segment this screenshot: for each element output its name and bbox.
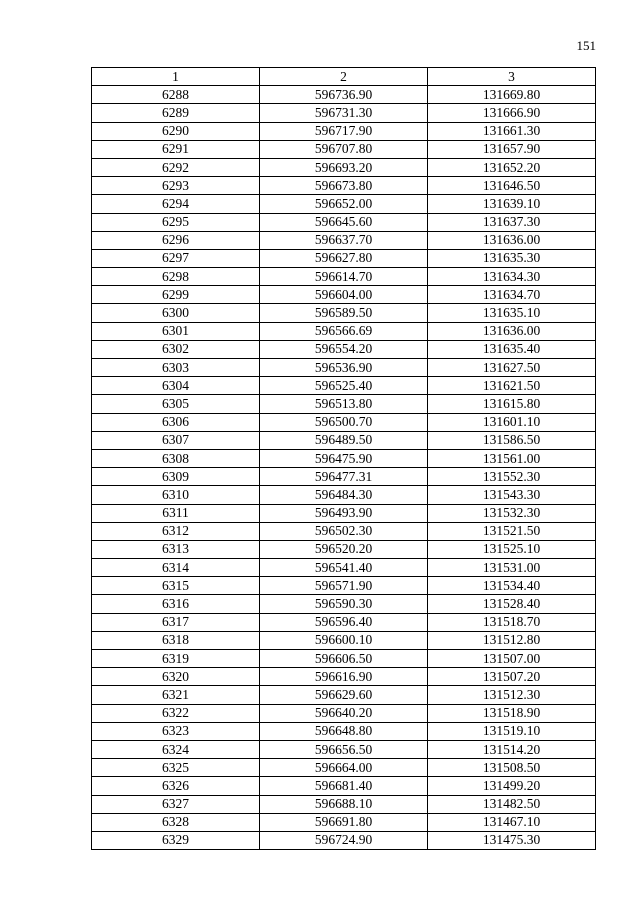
coordinate-y-cell: 131636.00 <box>428 231 596 249</box>
table-row <box>92 595 596 613</box>
coordinate-y-cell: 131534.40 <box>428 577 596 595</box>
coordinate-y-cell: 131627.50 <box>428 359 596 377</box>
point-number-cell: 6329 <box>92 831 260 849</box>
point-number-cell: 6290 <box>92 122 260 140</box>
table-row <box>92 395 596 413</box>
coordinate-y-cell: 131543.30 <box>428 486 596 504</box>
table-row <box>92 449 596 467</box>
table-row <box>92 522 596 540</box>
table-row <box>92 813 596 831</box>
coordinate-y-cell: 131666.90 <box>428 104 596 122</box>
coordinate-x-cell: 596652.00 <box>260 195 428 213</box>
point-number-cell: 6317 <box>92 613 260 631</box>
coordinate-x-cell: 596688.10 <box>260 795 428 813</box>
point-number-cell: 6318 <box>92 631 260 649</box>
coordinate-y-cell: 131507.20 <box>428 668 596 686</box>
table-row <box>92 213 596 231</box>
table-row <box>92 650 596 668</box>
coordinate-x-cell: 596590.30 <box>260 595 428 613</box>
coordinate-y-cell: 131635.10 <box>428 304 596 322</box>
point-number-cell: 6327 <box>92 795 260 813</box>
table-row <box>92 722 596 740</box>
table-row <box>92 340 596 358</box>
coordinate-x-cell: 596606.50 <box>260 650 428 668</box>
coordinate-y-cell: 131528.40 <box>428 595 596 613</box>
coordinate-y-cell: 131636.00 <box>428 322 596 340</box>
coordinate-y-cell: 131525.10 <box>428 540 596 558</box>
coordinate-y-cell: 131508.50 <box>428 759 596 777</box>
coordinate-x-cell: 596645.60 <box>260 213 428 231</box>
point-number-cell: 6313 <box>92 540 260 558</box>
coordinate-x-cell: 596614.70 <box>260 268 428 286</box>
point-number-cell: 6291 <box>92 140 260 158</box>
coordinate-y-cell: 131518.90 <box>428 704 596 722</box>
column-header-2: 2 <box>260 68 428 86</box>
point-number-cell: 6297 <box>92 249 260 267</box>
coordinate-y-cell: 131634.70 <box>428 286 596 304</box>
table-row <box>92 377 596 395</box>
table-row <box>92 231 596 249</box>
table-row <box>92 431 596 449</box>
point-number-cell: 6308 <box>92 449 260 467</box>
table-row <box>92 122 596 140</box>
coordinate-y-cell: 131552.30 <box>428 468 596 486</box>
point-number-cell: 6289 <box>92 104 260 122</box>
coordinate-x-cell: 596707.80 <box>260 140 428 158</box>
coordinate-x-cell: 596502.30 <box>260 522 428 540</box>
table-row <box>92 322 596 340</box>
coordinate-y-cell: 131521.50 <box>428 522 596 540</box>
point-number-cell: 6310 <box>92 486 260 504</box>
table-row <box>92 486 596 504</box>
point-number-cell: 6305 <box>92 395 260 413</box>
coordinate-y-cell: 131512.30 <box>428 686 596 704</box>
coordinate-y-cell: 131512.80 <box>428 631 596 649</box>
point-number-cell: 6301 <box>92 322 260 340</box>
coordinate-x-cell: 596589.50 <box>260 304 428 322</box>
coordinate-y-cell: 131467.10 <box>428 813 596 831</box>
point-number-cell: 6294 <box>92 195 260 213</box>
table-row <box>92 286 596 304</box>
table-row <box>92 177 596 195</box>
point-number-cell: 6302 <box>92 340 260 358</box>
point-number-cell: 6299 <box>92 286 260 304</box>
coordinate-x-cell: 596596.40 <box>260 613 428 631</box>
table-row <box>92 304 596 322</box>
table-row <box>92 740 596 758</box>
coordinate-y-cell: 131635.30 <box>428 249 596 267</box>
point-number-cell: 6328 <box>92 813 260 831</box>
coordinate-x-cell: 596571.90 <box>260 577 428 595</box>
coordinate-x-cell: 596604.00 <box>260 286 428 304</box>
table-row <box>92 559 596 577</box>
point-number-cell: 6307 <box>92 431 260 449</box>
point-number-cell: 6311 <box>92 504 260 522</box>
coordinate-y-cell: 131652.20 <box>428 158 596 176</box>
coordinate-x-cell: 596541.40 <box>260 559 428 577</box>
coordinate-y-cell: 131514.20 <box>428 740 596 758</box>
coordinate-y-cell: 131518.70 <box>428 613 596 631</box>
table-row <box>92 195 596 213</box>
coordinate-y-cell: 131532.30 <box>428 504 596 522</box>
coordinate-x-cell: 596691.80 <box>260 813 428 831</box>
table-row <box>92 759 596 777</box>
coordinate-x-cell: 596637.70 <box>260 231 428 249</box>
point-number-cell: 6288 <box>92 86 260 104</box>
table-row <box>92 540 596 558</box>
table-row <box>92 613 596 631</box>
coordinate-y-cell: 131482.50 <box>428 795 596 813</box>
coordinate-x-cell: 596681.40 <box>260 777 428 795</box>
table-row <box>92 468 596 486</box>
table-row <box>92 704 596 722</box>
table-row <box>92 104 596 122</box>
coordinate-x-cell: 596484.30 <box>260 486 428 504</box>
coordinate-y-cell: 131661.30 <box>428 122 596 140</box>
coordinate-y-cell: 131586.50 <box>428 431 596 449</box>
coordinate-x-cell: 596616.90 <box>260 668 428 686</box>
coordinate-y-cell: 131621.50 <box>428 377 596 395</box>
table-row <box>92 359 596 377</box>
coordinate-x-cell: 596717.90 <box>260 122 428 140</box>
coordinate-y-cell: 131639.10 <box>428 195 596 213</box>
table-row <box>92 668 596 686</box>
coordinate-x-cell: 596475.90 <box>260 449 428 467</box>
point-number-cell: 6306 <box>92 413 260 431</box>
table-row <box>92 413 596 431</box>
table-row <box>92 158 596 176</box>
coordinate-y-cell: 131499.20 <box>428 777 596 795</box>
coordinate-x-cell: 596525.40 <box>260 377 428 395</box>
column-header-3: 3 <box>428 68 596 86</box>
coordinate-x-cell: 596554.20 <box>260 340 428 358</box>
table-row <box>92 777 596 795</box>
page-number: 151 <box>576 38 596 53</box>
coordinate-y-cell: 131657.90 <box>428 140 596 158</box>
table-row <box>92 831 596 849</box>
point-number-cell: 6324 <box>92 740 260 758</box>
point-number-cell: 6320 <box>92 668 260 686</box>
coordinate-x-cell: 596520.20 <box>260 540 428 558</box>
table-row <box>92 631 596 649</box>
coordinate-y-cell: 131669.80 <box>428 86 596 104</box>
point-number-cell: 6303 <box>92 359 260 377</box>
coordinate-y-cell: 131615.80 <box>428 395 596 413</box>
point-number-cell: 6325 <box>92 759 260 777</box>
coordinate-y-cell: 131531.00 <box>428 559 596 577</box>
coordinate-x-cell: 596477.31 <box>260 468 428 486</box>
coordinate-x-cell: 596656.50 <box>260 740 428 758</box>
point-number-cell: 6292 <box>92 158 260 176</box>
coordinate-x-cell: 596673.80 <box>260 177 428 195</box>
point-number-cell: 6316 <box>92 595 260 613</box>
coordinate-x-cell: 596500.70 <box>260 413 428 431</box>
coordinate-y-cell: 131646.50 <box>428 177 596 195</box>
coordinate-x-cell: 596731.30 <box>260 104 428 122</box>
point-number-cell: 6315 <box>92 577 260 595</box>
table-row <box>92 249 596 267</box>
point-number-cell: 6295 <box>92 213 260 231</box>
point-number-cell: 6300 <box>92 304 260 322</box>
point-number-cell: 6322 <box>92 704 260 722</box>
coordinate-x-cell: 596489.50 <box>260 431 428 449</box>
coordinate-x-cell: 596736.90 <box>260 86 428 104</box>
coordinate-x-cell: 596693.20 <box>260 158 428 176</box>
coordinate-y-cell: 131637.30 <box>428 213 596 231</box>
point-number-cell: 6312 <box>92 522 260 540</box>
coordinate-x-cell: 596724.90 <box>260 831 428 849</box>
table-row <box>92 268 596 286</box>
table-row <box>92 86 596 104</box>
coordinate-y-cell: 131507.00 <box>428 650 596 668</box>
coordinate-x-cell: 596566.69 <box>260 322 428 340</box>
point-number-cell: 6304 <box>92 377 260 395</box>
header-row <box>92 68 596 86</box>
point-number-cell: 6321 <box>92 686 260 704</box>
table-row <box>92 795 596 813</box>
point-number-cell: 6296 <box>92 231 260 249</box>
coordinate-x-cell: 596629.60 <box>260 686 428 704</box>
coordinate-x-cell: 596493.90 <box>260 504 428 522</box>
coordinate-y-cell: 131634.30 <box>428 268 596 286</box>
point-number-cell: 6314 <box>92 559 260 577</box>
point-number-cell: 6298 <box>92 268 260 286</box>
coordinate-x-cell: 596640.20 <box>260 704 428 722</box>
coordinate-y-cell: 131601.10 <box>428 413 596 431</box>
point-number-cell: 6319 <box>92 650 260 668</box>
point-number-cell: 6293 <box>92 177 260 195</box>
coordinate-y-cell: 131475.30 <box>428 831 596 849</box>
coordinate-y-cell: 131561.00 <box>428 449 596 467</box>
table-row <box>92 504 596 522</box>
coordinate-x-cell: 596536.90 <box>260 359 428 377</box>
coordinates-table <box>91 67 596 850</box>
table-row <box>92 686 596 704</box>
coordinate-x-cell: 596513.80 <box>260 395 428 413</box>
coordinate-x-cell: 596664.00 <box>260 759 428 777</box>
column-header-1: 1 <box>92 68 260 86</box>
point-number-cell: 6326 <box>92 777 260 795</box>
coordinate-x-cell: 596627.80 <box>260 249 428 267</box>
point-number-cell: 6323 <box>92 722 260 740</box>
point-number-cell: 6309 <box>92 468 260 486</box>
table-row <box>92 577 596 595</box>
table-header <box>92 68 596 86</box>
coordinate-x-cell: 596648.80 <box>260 722 428 740</box>
coordinate-x-cell: 596600.10 <box>260 631 428 649</box>
coordinate-y-cell: 131635.40 <box>428 340 596 358</box>
coordinate-y-cell: 131519.10 <box>428 722 596 740</box>
table-body <box>92 86 596 850</box>
table-row <box>92 140 596 158</box>
